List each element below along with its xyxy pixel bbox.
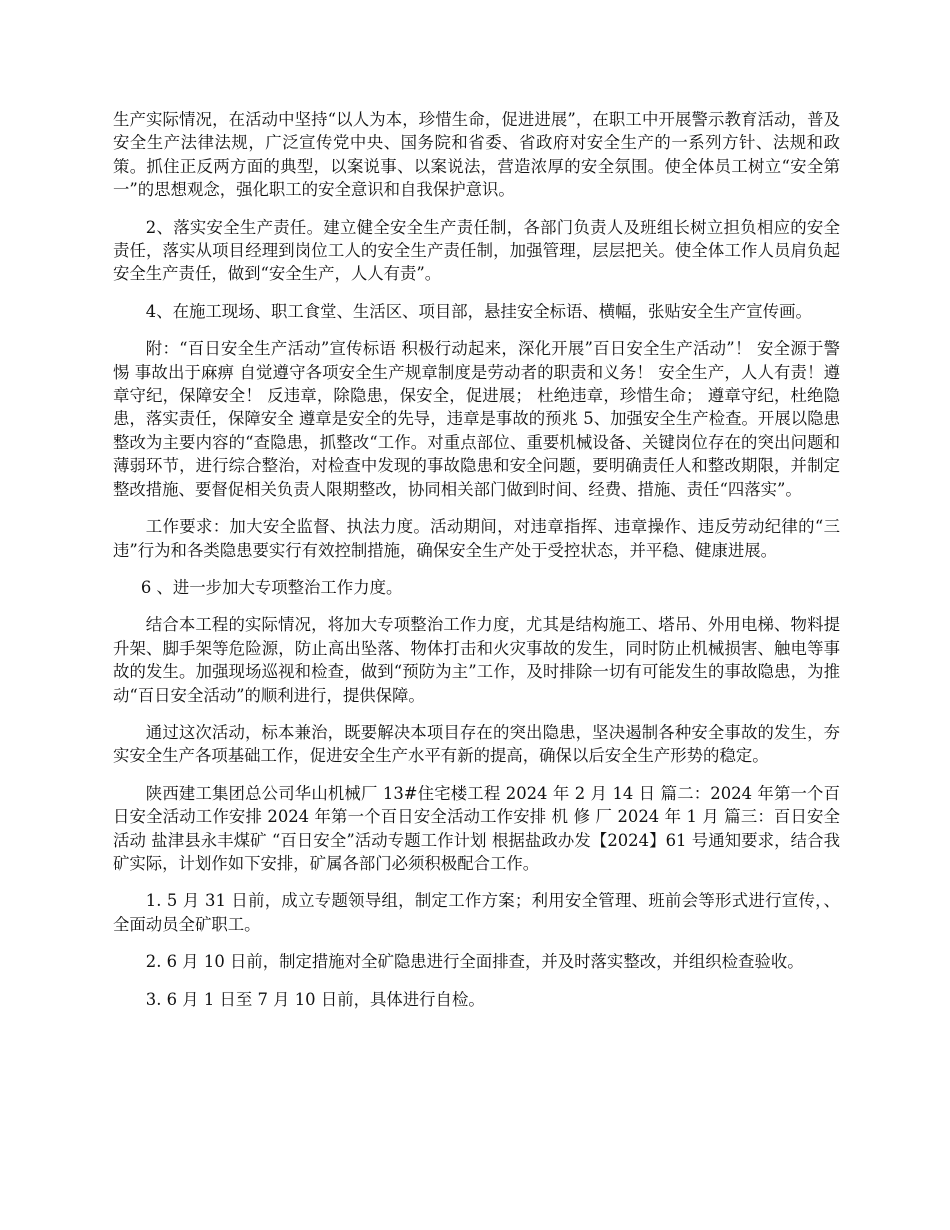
- paragraph-special-rectification-title: 6 、进一步加大专项整治工作力度。: [140, 577, 403, 597]
- paragraph-slogans-posting: 4、在施工现场、职工食堂、生活区、项目部，悬挂安全标语、横幅，张贴安全生产宣传画。: [145, 301, 812, 321]
- document-page: [113, 108, 840, 1025]
- paragraph-work-requirements: 工作要求：加大安全监督、执法力度。活动期间，对违章指挥、违章操作、违反劳动纪律的“三违”行为和各类隐患要实行有效控制措施，确保安全生产处于受控状态，并平稳、健康进展。: [113, 517, 840, 560]
- paragraph-step-2: 2. 6 月 10 日前，制定措施对全矿隐患进行全面排查，并及时落实整改，并组织检查验收。: [145, 952, 804, 972]
- paragraph-responsibility: 2、落实安全生产责任。建立健全安全生产责任制，各部门负责人及班组长树立担负相应的安全责任，落实从项目经理到岗位工人的安全生产责任制，加强管理，层层把关。使全体工作人员肩负起安全生产责任，做到“安全生产，人人有责”。: [113, 217, 840, 284]
- paragraph-appendix-slogans: 附：“百日安全生产活动”宣传标语 积极行动起来，深化开展”百日安全生产活动”！ 安全源于警惕 事故出于麻痹 自觉遵守各项安全生产规章制度是劳动者的职责和义务！ 安全生产，人人有责！遵章守纪，保障安全！ 反违章，除隐患，保安全，促进展； 杜绝违章，珍惜生命； 遵章守纪，杜绝隐患，落实责任，保障安全 遵章是安全的先导，违章是事故的预兆 5、加强安全生产检查。开展以隐患整改为主要内容的“查隐患，抓整改“工作。对重点部位、重要机械设备、关键岗位存在的突出问题和薄弱环节，进行综合整治，对检查中发现的事故隐患和安全问题，要明确责任人和整改期限，并制定整改措施、要督促相关负责人限期整改，协同相关部门做到时间、经费、措施、责任“四落实”。: [113, 339, 840, 499]
- paragraph-summary: 通过这次活动，标本兼治，既要解决本项目存在的突出隐患，坚决遏制各种安全事故的发生，夯实安全生产各项基础工作，促进安全生产水平有新的提高，确保以后安全生产形势的稳定。: [113, 722, 840, 766]
- paragraph-signature-and-plan: 陕西建工集团总公司华山机械厂 13#住宅楼工程 2024 年 2 月 14 日 篇二：2024 年第一个百日安全活动工作安排 2024 年第一个百日安全活动工作安排 机 修 厂 2024 年 1 月 篇三：百日安全活动 盐津县永丰煤矿 “百日安全”活动专题工作计划 根据盐政办发【2024】61 号通知要求，结合我矿实际，计划作如下安排，矿属各部门必须积极配合工作。: [113, 783, 840, 873]
- paragraph-step-3: 3. 6 月 1 日至 7 月 10 日前，具体进行自检。: [145, 989, 485, 1009]
- paragraph-step-1: 1. 5 月 31 日前，成立专题领导组，制定工作方案；利用安全管理、班前会等形式进行宣传，、全面动员全矿职工。: [113, 891, 840, 934]
- paragraph-intro: 生产实际情况，在活动中坚持“以人为本，珍惜生命，促进进展”，在职工中开展警示教育活动，普及安全生产法律法规，广泛宣传党中央、国务院和省委、省政府对安全生产的一系列方针、法规和政策。抓住正反两方面的典型，以案说事、以案说法，营造浓厚的安全氛围。使全体员工树立“安全第一”的思想观念，强化职工的安全意识和自我保护意识。: [113, 110, 840, 200]
- paragraph-special-rectification: 结合本工程的实际情况，将加大专项整治工作力度，尤其是结构施工、塔吊、外用电梯、物料提升架、脚手架等危险源，防止高出坠落、物体打击和火灾事故的发生，同时防止机械损害、触电等事故的发生。加强现场巡视和检查，做到“预防为主”工作，及时排除一切有可能发生的事故隐患，为推动“百日安全活动”的顺利进行，提供保障。: [113, 615, 840, 705]
